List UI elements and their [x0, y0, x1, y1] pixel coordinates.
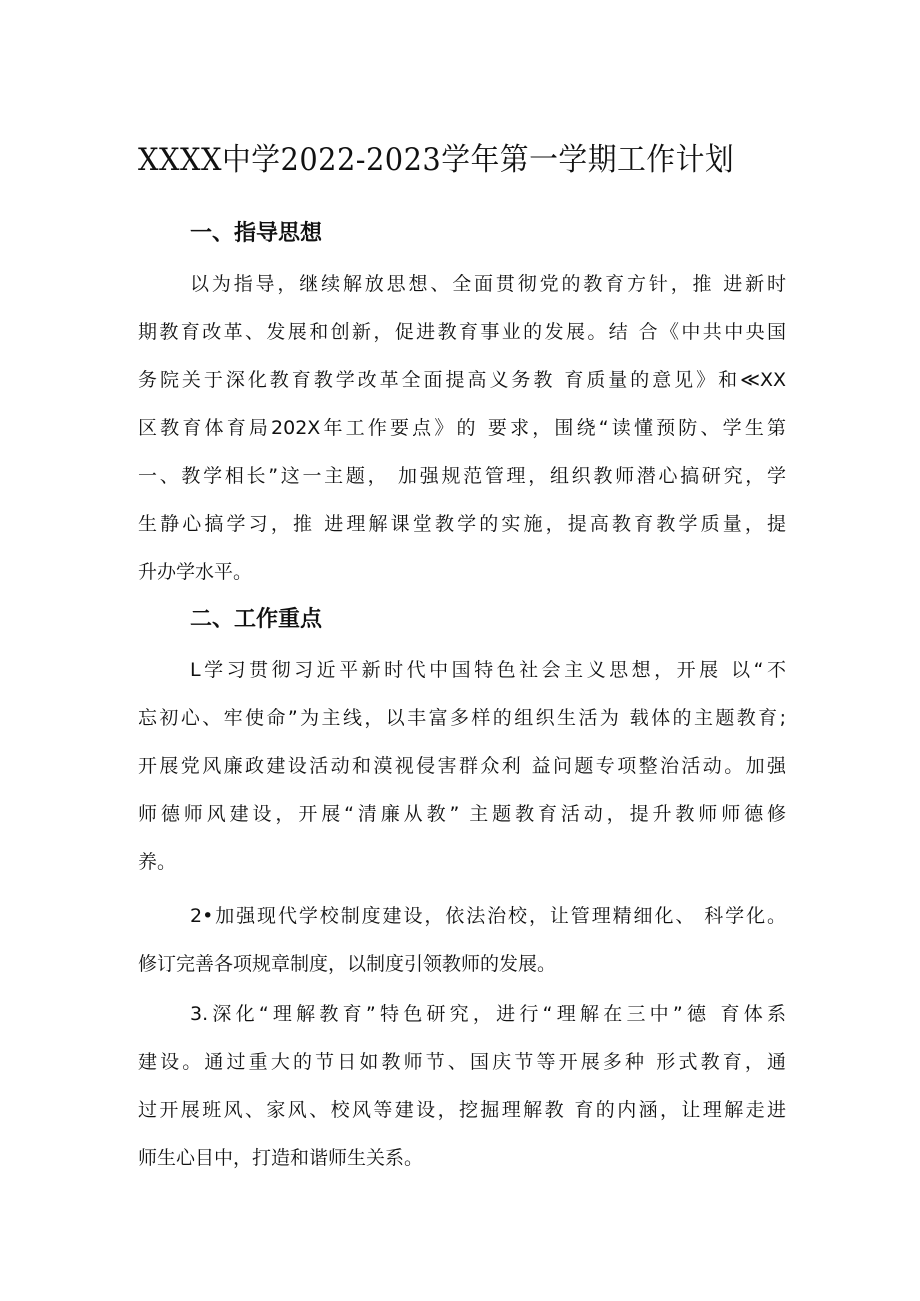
paragraph-line: 务院关于深化教育教学改革全面提高义务教 育质量的意见》和≪XX	[138, 369, 786, 391]
paragraph-line: 2•加强现代学校制度建设，依法治校，让管理精细化、 科学化。	[190, 905, 786, 927]
paragraph-line: 开展党风廉政建设活动和漠视侵害群众利 益问题专项整治活动。加强	[138, 755, 786, 777]
paragraph-line: 以为指导，继续解放思想、全面贯彻党的教育方针，推 进新时	[190, 273, 786, 295]
paragraph-line: 期教育改革、发展和创新，促进教育事业的发展。结 合《中共中央国	[138, 321, 786, 343]
paragraph-line: 养。	[138, 851, 177, 873]
paragraph-line: 一、教学相长”这一主题， 加强规范管理，组织教师潜心搞研究，学	[138, 465, 786, 487]
document-title: XXXX中学2022-2023学年第一学期工作计划	[138, 142, 735, 178]
paragraph-line: 区教育体育局202X年工作要点》的 要求，围绕“读懂预防、学生第	[138, 417, 786, 439]
paragraph-line: 升办学水平。	[138, 561, 253, 583]
paragraph-line: 建设。通过重大的节日如教师节、国庆节等开展多种 形式教育，通	[138, 1051, 786, 1073]
paragraph-line: 忘初心、牢使命”为主线，以丰富多样的组织生活为 载体的主题教育;	[138, 707, 786, 729]
section-heading-guiding-ideology: 一、指导思想	[190, 221, 323, 246]
paragraph-line: 修订完善各项规章制度，以制度引领教师的发展。	[138, 953, 557, 975]
paragraph-line: 师德师风建设，开展“清廉从教” 主题教育活动，提升教师师德修	[138, 803, 786, 825]
paragraph-line: 3.深化“理解教育”特色研究，进行“理解在三中”德 育体系	[190, 1003, 786, 1025]
section-heading-work-focus: 二、工作重点	[190, 607, 323, 632]
paragraph-line: 师生心目中，打造和谐师生关系。	[138, 1147, 424, 1169]
paragraph-line: 过开展班风、家风、校风等建设，挖掘理解教 育的内涵，让理解走进	[138, 1099, 786, 1121]
paragraph-line: 生静心搞学习，推 进理解课堂教学的实施，提高教育教学质量，提	[138, 513, 786, 535]
paragraph-line: L学习贯彻习近平新时代中国特色社会主义思想，开展 以“不	[190, 659, 786, 681]
